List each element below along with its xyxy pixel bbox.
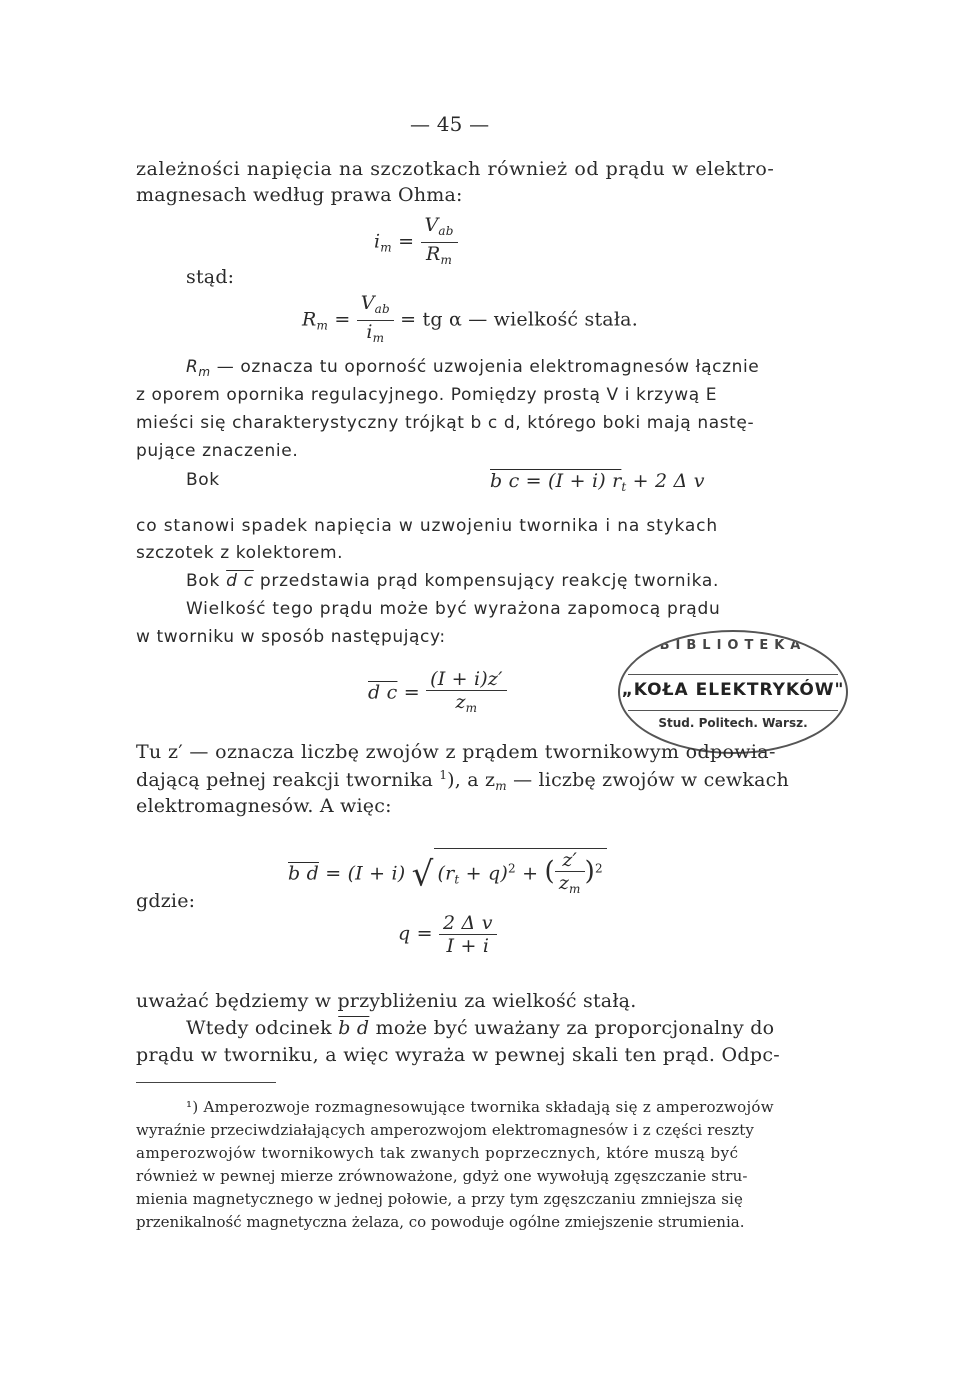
footnote-line: mienia magnetycznego w jednej połowie, a przy tym zgęszczaniu zmniejsza się: [136, 1190, 743, 1208]
stamp-top-text: BIBLIOTEKA: [659, 638, 807, 653]
equation-bd: b d = (I + i) √ $(r_t + q)^2$ + ( $\frac{z'}{z_m}$ )$^2$: [288, 848, 607, 900]
equation-rm: $R_m$ = $\frac{V_{ab}}{i_m}$ = tg α — wielkość stała.: [302, 292, 638, 345]
paragraph-line: co stanowi spadek napięcia w uzwojeniu twornika i na stykach: [136, 516, 719, 536]
paragraph-line: magnesach według prawa Ohma:: [136, 184, 463, 206]
library-stamp: [618, 630, 848, 754]
page-number: — 45 —: [410, 112, 490, 136]
stamp-bottom-text: Stud. Politech. Warsz.: [658, 716, 808, 730]
paragraph-line: elektromagnesów. A więc:: [136, 795, 392, 817]
paragraph-line: mieści się charakterystyczny trójkąt b c d, którego boki mają nastę-: [136, 413, 755, 433]
footnote-line: amperozwojów twornikowych tak zwanych poprzecznych, które muszą być: [136, 1144, 739, 1162]
paragraph-line: Tu z′ — oznacza liczbę zwojów z prądem twornikowym odpowia-: [136, 741, 776, 763]
paragraph-line: Wielkość tego prądu może być wyrażona zapomocą prądu: [186, 599, 721, 619]
paragraph-line: prądu w tworniku, a więc wyraża w pewnej skali ten prąd. Odpc-: [136, 1044, 780, 1066]
equation-q: q = $\frac{\text{2 Δ v}}{I + i}$: [398, 912, 497, 957]
paragraph-line: $R_m$ — oznacza tu oporność uzwojenia elektromagnesów łącznie: [186, 357, 760, 379]
stamp-divider: [628, 710, 838, 711]
footnote-line: wyraźnie przeciwdziałających amperozwojom elektromagnesów i z części reszty: [136, 1121, 754, 1139]
stamp-divider: [628, 674, 838, 675]
bok-label: Bok: [186, 470, 220, 490]
paragraph-line: w tworniku w sposób następujący:: [136, 627, 446, 647]
paragraph-line: Wtedy odcinek b d może być uważany za proporcjonalny do: [186, 1017, 775, 1039]
footnote-separator: [136, 1082, 276, 1083]
footnote-line: przenikalność magnetyczna żelaza, co powoduje ogólne zmiejszenie strumienia.: [136, 1213, 745, 1231]
gdzie-label: gdzie:: [136, 890, 196, 912]
stamp-middle-text: „KOŁA ELEKTRYKÓW": [621, 680, 845, 700]
paragraph-line: pujące znaczenie.: [136, 441, 299, 461]
stad-label: stąd:: [186, 266, 235, 288]
paragraph-line: z oporem opornika regulacyjnego. Pomiędzy prostą V i krzywą E: [136, 385, 718, 405]
equation-dc: d c = $\frac{(I + i)z'}{z_m}$: [368, 668, 507, 719]
equation-bc: b c = (I + i) $r_t + 2$ Δ v: [490, 470, 705, 494]
paragraph-line: zależności napięcia na szczotkach również od prądu w elektro-: [136, 158, 775, 180]
paragraph-line: uważać będziemy w przybliżeniu za wielkość stałą.: [136, 990, 637, 1012]
paragraph-line: dającą pełnej reakcji twornika $^1$), a $z_m$ — liczbę zwojów w cewkach: [136, 768, 789, 793]
footnote-line: również w pewnej mierze zrównoważone, gdyż one wywołują zgęszczanie stru-: [136, 1167, 748, 1185]
paragraph-line: Bok d c przedstawia prąd kompensujący reakcję twornika.: [186, 571, 720, 591]
paragraph-line: szczotek z kolektorem.: [136, 543, 344, 563]
equation-im: $i_m$ = $\frac{V_{ab}}{R_m}$: [374, 214, 458, 271]
footnote-line: ¹) Amperozwoje rozmagnesowujące twornika składają się z amperozwojów: [186, 1098, 774, 1116]
